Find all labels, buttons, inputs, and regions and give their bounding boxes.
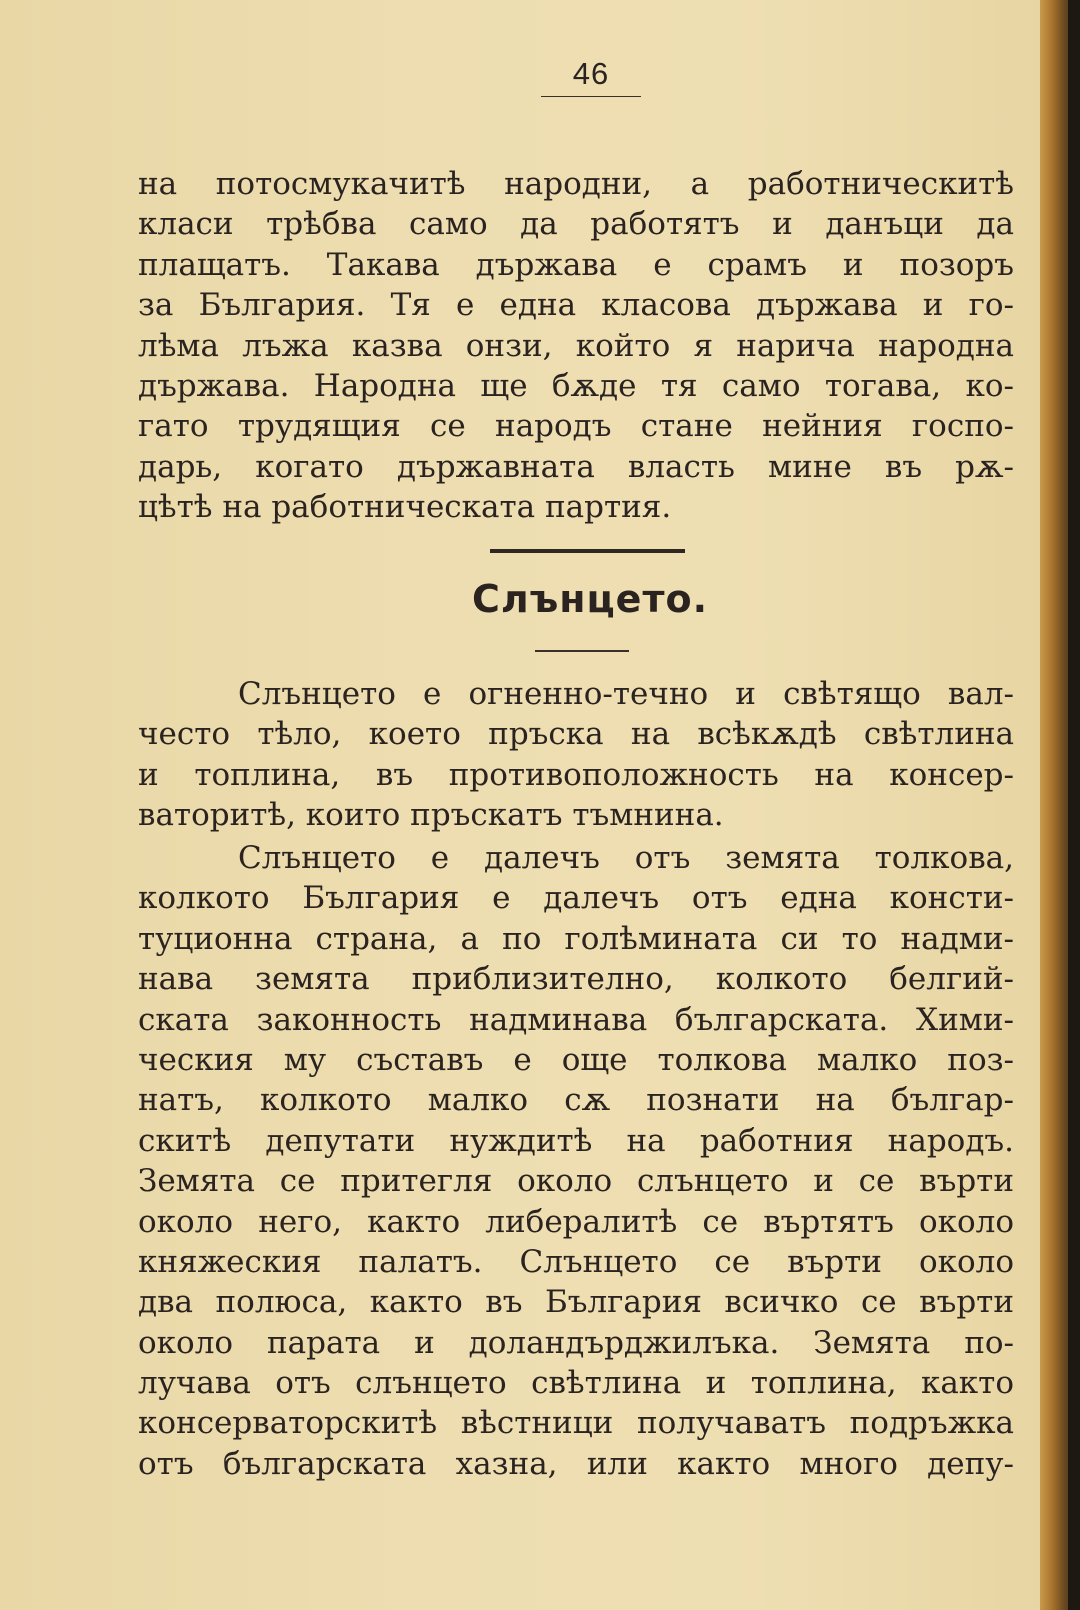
text-line: скитѣ депутати нуждитѣ на работния народъ. (138, 1122, 1014, 1159)
text-line: туционна страна, а по голѣмината си то надми- (138, 920, 1014, 957)
text-line: около него, както либералитѣ се въртятъ около (138, 1203, 1014, 1240)
text-line: консерваторскитѣ вѣстници получаватъ подръжка (138, 1405, 1014, 1442)
text-line: държава. Народна ще бѫде тя само тогава, ко- (138, 367, 1014, 404)
section-divider-thin (535, 650, 629, 652)
text-line: лѣма лъжа казва онзи, който я нарича народна (138, 327, 1014, 364)
text-line: на потосмукачитѣ народни, а работническитѣ (138, 166, 1014, 202)
text-line: гато трудящия се народъ стане нейния госпо- (138, 408, 1014, 445)
text-line: ваторитѣ, които пръскатъ тъмнина. (138, 797, 724, 834)
text-line: Слънцето е огненно-течно и свѣтящо вал- (238, 676, 1014, 712)
text-line: Земята се притегля около слънцето и се върти (138, 1163, 1014, 1200)
text-line: нава земята приблизително, колкото белгий- (138, 961, 1014, 998)
text-line: натъ, колкото малко сѫ познати на българ- (138, 1082, 1014, 1119)
text-line: Слънцето е далечъ отъ земята толкова, (238, 840, 1014, 876)
section-divider-thick (490, 549, 685, 553)
text-line: лучава отъ слънцето свѣтлина и топлина, както (138, 1365, 1014, 1402)
text-line: два полюса, както въ България всичко се върти (138, 1284, 1014, 1321)
text-line: и топлина, въ противоположность на консер- (138, 756, 1014, 793)
text-line: плащатъ. Такава държава е срамъ и позоръ (138, 246, 1014, 283)
page-number: 46 (541, 56, 641, 97)
text-line: цѣтѣ на работническата партия. (138, 489, 672, 526)
text-line: княжеския палатъ. Слънцето се върти около (138, 1243, 1014, 1280)
paragraph-2 (138, 674, 1014, 836)
text-line: ската законность надминава българската. Хими- (138, 1001, 1014, 1038)
text-line: около парата и доландърджилъка. Земята по- (138, 1324, 1014, 1361)
text-line: дарь, когато държавната власть мине въ рѫ- (138, 448, 1014, 485)
book-spine-shadow (1068, 0, 1080, 1610)
text-line: ческия му съставъ е още толкова малко поз- (138, 1041, 1014, 1078)
text-line: класи трѣбва само да работятъ и данъци да (138, 206, 1014, 243)
paragraph-1 (138, 164, 1014, 528)
paragraph-3 (138, 838, 1014, 1484)
text-line: често тѣло, което пръска на всѣкѫдѣ свѣтлина (138, 716, 1014, 753)
section-title: Слънцето. (471, 577, 709, 621)
text-line: за България. Тя е една класова държава и го- (138, 287, 1014, 324)
text-line: колкото България е далечъ отъ една консти- (138, 880, 1014, 917)
text-line: отъ българската хазна, или както много депу- (138, 1445, 1014, 1482)
